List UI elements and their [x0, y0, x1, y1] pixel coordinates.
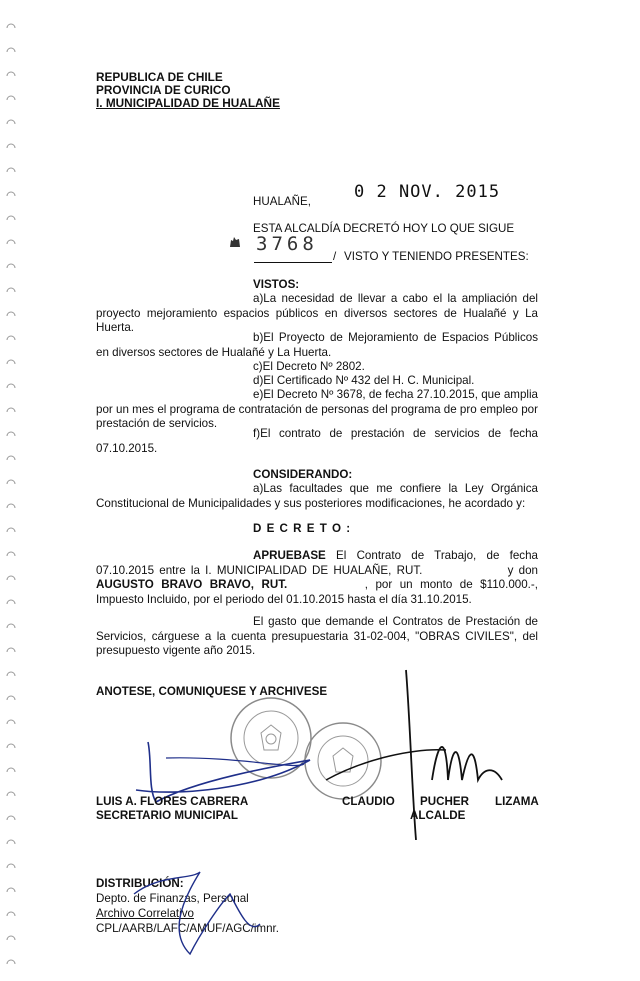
distribution-line-3: CPL/AARB/LAFC/AMUF/AGC/imnr.	[96, 922, 279, 935]
gasto-paragraph: El gasto que demande el Contratos de Prestación de Servicios, cárguese a la cuenta presupuestaria 31-02-004, "OBRAS CIVILES", del presupuesto vigente año 2015.	[96, 615, 538, 657]
vistos-b: b)El Proyecto de Mejoramiento de Espacios Públicos en diversos sectores de Hualañé y La Huerta.	[96, 331, 538, 359]
contractor-name: AUGUSTO BRAVO BRAVO, RUT.	[96, 578, 288, 591]
mayor-title: ALCALDE	[410, 809, 466, 822]
header-municipality: I. MUNICIPALIDAD DE HUALAÑE	[96, 96, 280, 110]
decreto-title: D E C R E T O :	[253, 522, 352, 535]
visto-slash: /	[333, 250, 337, 263]
decree-number: 3768	[256, 233, 318, 255]
date-stamp: 0 2 NOV. 2015	[354, 182, 501, 202]
initials-scribble	[130, 864, 270, 964]
distribution-line-2: Archivo Correlativo	[96, 907, 194, 920]
vistos-a: a)La necesidad de llevar a cabo el la ampliación del proyecto mejoramiento espacios públicos en diversos sectores de Hualañé y La Huerta.	[96, 292, 538, 334]
apruebase-keyword: APRUEBASE	[253, 549, 326, 562]
number-underline	[254, 262, 332, 263]
date-place: HUALAÑE,	[253, 195, 311, 208]
mayor-name-3: LIZAMA	[495, 795, 539, 808]
header-country: REPUBLICA DE CHILE	[96, 70, 223, 84]
distribution-line-1: Depto. de Finanzas, Personal	[96, 892, 249, 905]
decree-intro: ESTA ALCALDÍA DECRETÓ HOY LO QUE SIGUE	[253, 222, 515, 235]
apruebase-text-2: y don	[507, 563, 538, 577]
binder-holes	[0, 0, 22, 981]
stamp-mark-icon	[229, 236, 241, 248]
secretary-title: SECRETARIO MUNICIPAL	[96, 809, 238, 822]
vistos-c: c)El Decreto Nº 2802.	[253, 360, 365, 373]
secretary-block	[96, 795, 248, 823]
vistos-d: d)El Certificado Nº 432 del H. C. Municipal.	[253, 374, 475, 387]
vistos-title: VISTOS:	[253, 278, 300, 291]
considerando-a: a)Las facultades que me confiere la Ley Orgánica Constitucional de Municipalidades y sus posteriores modificaciones, he acordado y:	[96, 482, 538, 510]
anotese-line: ANOTESE, COMUNIQUESE Y ARCHIVESE	[96, 685, 328, 698]
considerando-title: CONSIDERANDO:	[253, 468, 353, 481]
visto-line: VISTO Y TENIENDO PRESENTES:	[344, 250, 529, 263]
apruebase-text-3: , por un monto de $110.000.-, Impuesto Incluido, por el periodo del 01.10.2015 hasta el día 31.10.2015.	[96, 578, 538, 606]
distribution-title: DISTRIBUCIÓN:	[96, 877, 184, 890]
apruebase-paragraph	[96, 549, 538, 607]
secretary-name: LUIS A. FLORES CABRERA	[96, 795, 249, 808]
vistos-e: e)El Decreto Nº 3678, de fecha 27.10.2015, que amplia por un mes el programa de contratación de personas del programa de pro empleo por prestación de servicios.	[96, 388, 538, 430]
mayor-name-2: PUCHER	[420, 795, 469, 808]
mayor-name-1: CLAUDIO	[342, 795, 395, 808]
vistos-f: f)El contrato de prestación de servicios de fecha 07.10.2015.	[96, 427, 538, 455]
document-header	[96, 71, 280, 110]
header-province: PROVINCIA DE CURICO	[96, 83, 231, 97]
apruebase-text-1: El Contrato de Trabajo, de fecha 07.10.2015 entre la I. MUNICIPALIDAD DE HUALAÑE, RUT.	[96, 549, 538, 577]
